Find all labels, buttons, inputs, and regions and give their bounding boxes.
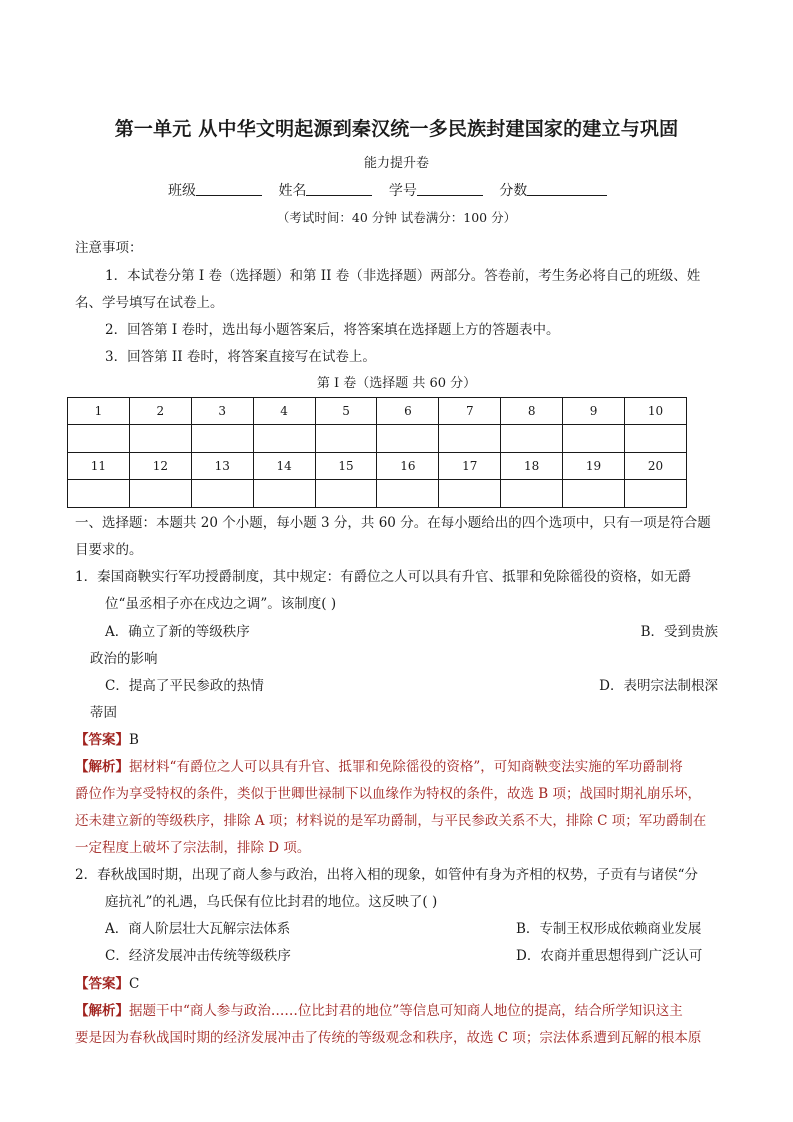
answer-cell[interactable] — [253, 425, 315, 453]
answer-cell[interactable] — [377, 425, 439, 453]
answer-cell[interactable] — [253, 480, 315, 508]
q1-analysis-line-2: 爵位作为享受特权的条件，类似于世卿世禄制下以血缘作为特权的条件，故选 B 项；战国时期礼崩乐坏， — [75, 786, 702, 802]
grid-number: 7 — [439, 398, 501, 425]
q1-option-d[interactable]: D．表明宗法制根深 — [599, 678, 718, 694]
q1-answer: 【答案】B — [75, 732, 139, 748]
answer-cell[interactable] — [191, 480, 253, 508]
grid-number: 19 — [563, 453, 625, 480]
grid-number: 18 — [501, 453, 563, 480]
answer-cell[interactable] — [129, 480, 191, 508]
notice-heading: 注意事项： — [75, 240, 143, 256]
grid-answer-row — [68, 480, 687, 508]
q1-analysis-line-3: 还未建立新的等级秩序，排除 A 项；材料说的是军功爵制，与平民参政关系不大，排除 C 项；军功爵制在 — [75, 813, 707, 829]
student-id-field[interactable]: 学号 — [389, 180, 483, 200]
q2-analysis-line-2: 要是因为春秋战国时期的经济发展冲击了传统的等级观念和秩序，故选 C 项；宗法体系遭到瓦解的根本原 — [75, 1030, 702, 1046]
grid-number-row — [68, 398, 687, 425]
q2-answer: 【答案】C — [75, 976, 140, 992]
q1-analysis: 【解析】据材料“有爵位之人可以具有升官、抵罪和免除徭役的资格”，可知商鞅变法实施的军功爵制将 — [75, 759, 683, 775]
grid-answer-row — [68, 425, 687, 453]
answer-cell[interactable] — [191, 425, 253, 453]
grid-number: 13 — [191, 453, 253, 480]
grid-number: 9 — [563, 398, 625, 425]
q1-option-b-cont: 政治的影响 — [90, 651, 158, 667]
notice-item-1-cont: 名、学号填写在试卷上。 — [75, 295, 224, 311]
notice-item-3: 3．回答第 II 卷时，将答案直接写在试卷上。 — [105, 349, 376, 365]
student-info-fields — [168, 180, 619, 200]
section1-title: 第 I 卷（选择题 共 60 分） — [316, 376, 477, 391]
grid-number: 3 — [191, 398, 253, 425]
grid-number: 15 — [315, 453, 377, 480]
q2-stem-cont: 庭抗礼”的礼遇，乌氏保有位比封君的地位。这反映了( ) — [105, 894, 438, 910]
grid-number: 14 — [253, 453, 315, 480]
class-field[interactable]: 班级 — [168, 180, 262, 200]
q2-analysis: 【解析】据题干中“商人参与政治……位比封君的地位”等信息可知商人地位的提高，结合所学知识这主 — [75, 1003, 683, 1019]
answer-cell[interactable] — [68, 480, 130, 508]
grid-number: 11 — [68, 453, 130, 480]
answer-cell[interactable] — [439, 480, 501, 508]
answer-cell[interactable] — [563, 480, 625, 508]
q2-stem: 2．春秋战国时期，出现了商人参与政治，出将入相的现象，如管仲有身为齐相的权势，子贡有与诸侯“分 — [75, 867, 698, 883]
answer-cell[interactable] — [129, 425, 191, 453]
answer-cell[interactable] — [439, 425, 501, 453]
answer-cell[interactable] — [501, 425, 563, 453]
answer-cell[interactable] — [315, 480, 377, 508]
exam-info: （考试时间：40 分钟 试卷满分：100 分） — [276, 210, 517, 225]
grid-number: 2 — [129, 398, 191, 425]
q1-stem: 1．秦国商鞅实行军功授爵制度，其中规定：有爵位之人可以具有升官、抵罪和免除徭役的资格，如无爵 — [75, 569, 692, 585]
score-field[interactable]: 分数 — [499, 180, 607, 200]
page-subtitle: 能力提升卷 — [363, 156, 429, 171]
q1-option-a[interactable]: A．确立了新的等级秩序 — [105, 624, 250, 640]
answer-cell[interactable] — [625, 425, 687, 453]
grid-number: 17 — [439, 453, 501, 480]
grid-number: 16 — [377, 453, 439, 480]
answer-cell[interactable] — [625, 480, 687, 508]
grid-number: 6 — [377, 398, 439, 425]
q2-option-c[interactable]: C．经济发展冲击传统等级秩序 — [105, 948, 291, 964]
q1-option-b[interactable]: B．受到贵族 — [640, 624, 718, 640]
answer-cell[interactable] — [563, 425, 625, 453]
q1-analysis-line-4: 一定程度上破坏了宗法制，排除 D 项。 — [75, 840, 311, 856]
answer-grid — [67, 397, 687, 508]
answer-cell[interactable] — [68, 425, 130, 453]
q2-option-b[interactable]: B．专制王权形成依赖商业发展 — [516, 921, 702, 937]
answer-cell[interactable] — [501, 480, 563, 508]
answer-cell[interactable] — [315, 425, 377, 453]
q1-option-c[interactable]: C．提高了平民参政的热情 — [105, 678, 264, 694]
q1-option-d-cont: 蒂固 — [90, 705, 117, 721]
notice-item-2: 2．回答第 I 卷时，选出每小题答案后，将答案填在选择题上方的答题表中。 — [105, 322, 560, 338]
grid-number: 8 — [501, 398, 563, 425]
grid-number: 1 — [68, 398, 130, 425]
grid-number: 20 — [625, 453, 687, 480]
grid-number: 4 — [253, 398, 315, 425]
instructions-line-1: 一、选择题：本题共 20 个小题，每小题 3 分，共 60 分。在每小题给出的四个选项中，只有一项是符合题 — [75, 515, 711, 531]
instructions-line-2: 目要求的。 — [75, 542, 143, 558]
notice-item-1: 1．本试卷分第 I 卷（选择题）和第 II 卷（非选择题）两部分。答卷前，考生务必将自己的班级、姓 — [105, 268, 701, 284]
grid-number: 5 — [315, 398, 377, 425]
q1-stem-cont: 位“虽丞相子亦在戍边之调”。该制度( ) — [105, 596, 337, 612]
grid-number-row — [68, 453, 687, 480]
page-title: 第一单元 从中华文明起源到秦汉统一多民族封建国家的建立与巩固 — [114, 118, 679, 140]
q2-option-d[interactable]: D．农商并重思想得到广泛认可 — [516, 948, 703, 964]
answer-cell[interactable] — [377, 480, 439, 508]
name-field[interactable]: 姓名 — [278, 180, 372, 200]
grid-number: 12 — [129, 453, 191, 480]
grid-number: 10 — [625, 398, 687, 425]
q2-option-a[interactable]: A．商人阶层壮大瓦解宗法体系 — [105, 921, 291, 937]
